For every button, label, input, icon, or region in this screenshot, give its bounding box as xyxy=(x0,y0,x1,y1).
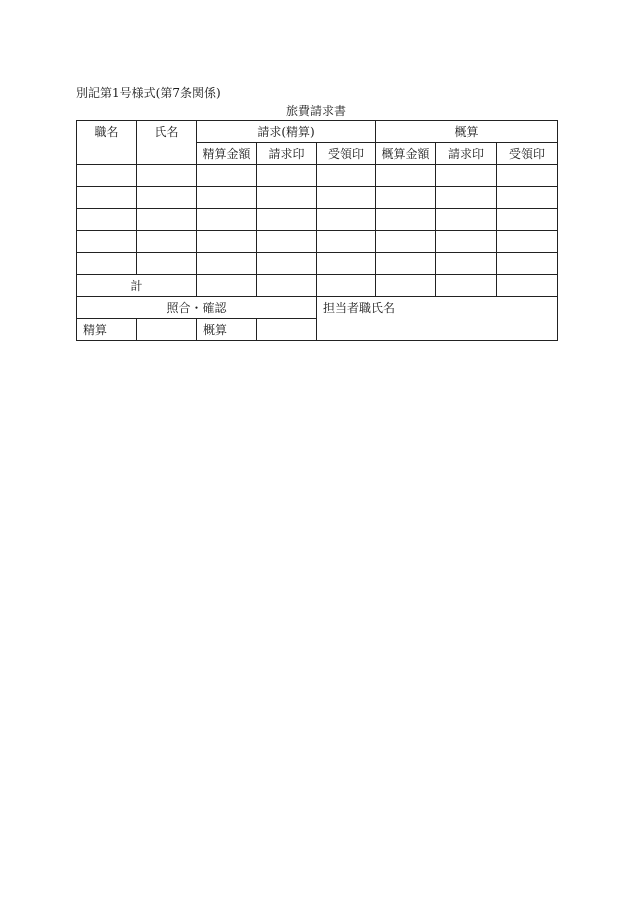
cell-claim-seal[interactable] xyxy=(257,187,317,209)
cell-claim-receipt-seal[interactable] xyxy=(317,253,376,275)
cell-claim-seal[interactable] xyxy=(257,231,317,253)
cell-name[interactable] xyxy=(137,187,197,209)
cell-position[interactable] xyxy=(77,231,137,253)
cell-estimate-seal[interactable] xyxy=(436,165,497,187)
staff-name-field[interactable] xyxy=(317,297,558,341)
cell-estimate-seal[interactable] xyxy=(436,253,497,275)
header-estimate-group: 概算 xyxy=(376,121,558,143)
settlement-check-field[interactable] xyxy=(137,319,197,341)
cell-name[interactable] xyxy=(137,253,197,275)
header-claim-seal: 請求印 xyxy=(257,143,317,165)
cell-position[interactable] xyxy=(77,165,137,187)
total-estimate-receipt-seal[interactable] xyxy=(497,275,558,297)
cell-claim-receipt-seal[interactable] xyxy=(317,209,376,231)
header-estimate-receipt-seal: 受領印 xyxy=(497,143,558,165)
total-estimate-seal[interactable] xyxy=(436,275,497,297)
cell-estimate-receipt-seal[interactable] xyxy=(497,253,558,275)
cell-estimate-seal[interactable] xyxy=(436,231,497,253)
verification-row xyxy=(77,297,558,319)
total-claim-receipt-seal[interactable] xyxy=(317,275,376,297)
entry-row xyxy=(77,231,558,253)
header-claim-receipt-seal: 受領印 xyxy=(317,143,376,165)
cell-name[interactable] xyxy=(137,165,197,187)
cell-estimate-seal[interactable] xyxy=(436,187,497,209)
total-estimate-amount[interactable] xyxy=(376,275,436,297)
cell-settlement-amount[interactable] xyxy=(197,187,257,209)
header-claim-group: 請求(精算) xyxy=(197,121,376,143)
entry-row xyxy=(77,165,558,187)
cell-estimate-receipt-seal[interactable] xyxy=(497,231,558,253)
cell-settlement-amount[interactable] xyxy=(197,253,257,275)
travel-expense-table xyxy=(76,120,558,341)
cell-settlement-amount[interactable] xyxy=(197,231,257,253)
cell-claim-receipt-seal[interactable] xyxy=(317,231,376,253)
total-claim-seal[interactable] xyxy=(257,275,317,297)
cell-settlement-amount[interactable] xyxy=(197,165,257,187)
cell-estimate-receipt-seal[interactable] xyxy=(497,209,558,231)
entry-row xyxy=(77,209,558,231)
header-estimate-seal: 請求印 xyxy=(436,143,497,165)
total-label: 計 xyxy=(77,275,197,297)
cell-claim-seal[interactable] xyxy=(257,253,317,275)
cell-claim-seal[interactable] xyxy=(257,209,317,231)
cell-name[interactable] xyxy=(137,209,197,231)
cell-name[interactable] xyxy=(137,231,197,253)
entry-row xyxy=(77,253,558,275)
entry-row xyxy=(77,187,558,209)
cell-estimate-receipt-seal[interactable] xyxy=(497,165,558,187)
cell-settlement-amount[interactable] xyxy=(197,209,257,231)
header-estimate-amount: 概算金額 xyxy=(376,143,436,165)
staff-name-label: 担当者職氏名 xyxy=(323,301,396,315)
form-title: 旅費請求書 xyxy=(285,104,346,118)
verification-label: 照合・確認 xyxy=(77,297,317,319)
form-number: 別記第1号様式(第7条関係) xyxy=(76,86,221,100)
cell-estimate-seal[interactable] xyxy=(436,209,497,231)
cell-position[interactable] xyxy=(77,253,137,275)
header-position: 職名 xyxy=(77,121,137,165)
estimate-check-field[interactable] xyxy=(257,319,317,341)
cell-claim-receipt-seal[interactable] xyxy=(317,187,376,209)
header-claim-settlement-amount: 精算金額 xyxy=(197,143,257,165)
cell-claim-seal[interactable] xyxy=(257,165,317,187)
estimate-label: 概算 xyxy=(197,319,257,341)
cell-estimate-amount[interactable] xyxy=(376,187,436,209)
cell-position[interactable] xyxy=(77,187,137,209)
cell-position[interactable] xyxy=(77,209,137,231)
header-name: 氏名 xyxy=(137,121,197,165)
settlement-label: 精算 xyxy=(77,319,137,341)
cell-estimate-amount[interactable] xyxy=(376,209,436,231)
cell-estimate-amount[interactable] xyxy=(376,165,436,187)
header-row-1 xyxy=(77,121,558,143)
total-row xyxy=(77,275,558,297)
cell-claim-receipt-seal[interactable] xyxy=(317,165,376,187)
total-settlement-amount[interactable] xyxy=(197,275,257,297)
cell-estimate-receipt-seal[interactable] xyxy=(497,187,558,209)
cell-estimate-amount[interactable] xyxy=(376,253,436,275)
cell-estimate-amount[interactable] xyxy=(376,231,436,253)
